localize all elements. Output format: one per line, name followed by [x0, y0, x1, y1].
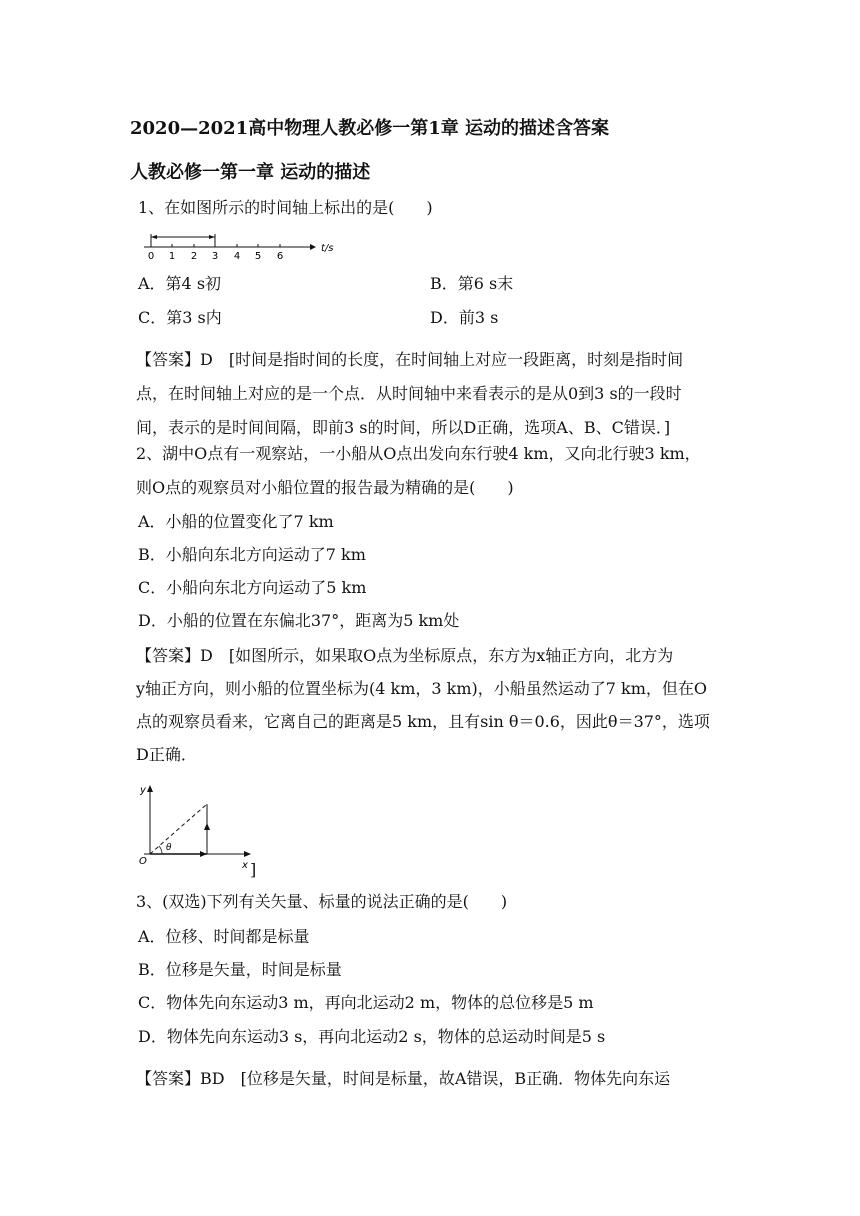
q3-option-b: B．位移是矢量，时间是标量 [138, 960, 342, 979]
axis-tick-labels [148, 251, 283, 262]
chapter-subtitle: 人教必修一第一章 运动的描述 [130, 162, 371, 183]
question-1-stem: 1、在如图所示的时间轴上标出的是( ) [138, 198, 433, 217]
q2-answer-line: 【答案】D [如图所示，如果取O点为坐标原点，东方为x轴正方向，北方为 [136, 646, 674, 665]
question-2-stem: 则O点的观察员对小船位置的报告最为精确的是( ) [136, 478, 514, 497]
y-axis-label: y [140, 785, 146, 796]
q2-option-c: C．小船向东北方向运动了5 km [138, 578, 367, 597]
coordinate-figure [136, 780, 266, 880]
tick-label: 4 [233, 251, 241, 262]
time-axis-figure [138, 226, 338, 262]
tick-label: 0 [147, 251, 155, 262]
tick-label: 5 [254, 251, 262, 262]
q1-option-a: A．第4 s初 [138, 274, 222, 293]
q3-option-a: A．位移、时间都是标量 [138, 927, 310, 946]
q1-option-b: B．第6 s末 [430, 274, 514, 293]
q2-option-d: D．小船的位置在东偏北37°，距离为5 km处 [138, 611, 460, 630]
question-2-stem: 2、湖中O点有一观察站，一小船从O点出发向东行驶4 km，又向北行驶3 km， [136, 444, 701, 463]
origin-label: O [139, 856, 147, 867]
angle-label: θ [166, 843, 172, 853]
q3-answer-line: 【答案】BD [位移是矢量，时间是标量，故A错误，B正确．物体先向东运 [136, 1069, 671, 1088]
q2-answer-closing-bracket: ] [250, 860, 257, 879]
q3-option-d: D．物体先向东运动3 s，再向北运动2 s，物体的总运动时间是5 s [138, 1027, 606, 1046]
q3-option-c: C．物体先向东运动3 m，再向北运动2 m，物体的总位移是5 m [138, 993, 594, 1012]
q2-answer-line: D正确． [136, 745, 197, 764]
q2-option-a: A．小船的位置变化了7 km [138, 512, 334, 531]
question-3-stem: 3、(双选)下列有关矢量、标量的说法正确的是( ) [136, 892, 508, 911]
q1-option-d: D．前3 s [430, 308, 499, 327]
q1-option-c: C．第3 s内 [138, 308, 222, 327]
q2-option-b: B．小船向东北方向运动了7 km [138, 545, 366, 564]
q1-answer-line: 间，表示的是时间间隔，即前3 s的时间，所以D正确，选项A、B、C错误．] [136, 418, 671, 437]
q1-answer-line: 【答案】D [时间是指时间的长度，在时间轴上对应一段距离，时刻是指时间 [136, 350, 684, 369]
tick-label: 2 [190, 251, 198, 262]
tick-label: 1 [168, 251, 176, 262]
document-title: 2020—2021高中物理人教必修一第1章 运动的描述含答案 [130, 118, 609, 139]
q2-answer-line: y轴正方向，则小船的位置坐标为(4 km，3 km)，小船虽然运动了7 km，但在O [136, 679, 708, 698]
q2-answer-line: 点的观察员看来，它离自己的距离是5 km，且有sin θ＝0.6，因此θ＝37°，选项 [136, 712, 710, 731]
q1-answer-line: 点，在时间轴上对应的是一个点．从时间轴中来看表示的是从0到3 s的一段时 [136, 384, 682, 403]
tick-label: 3 [211, 251, 219, 262]
x-axis-label: x [242, 860, 248, 871]
tick-label: 6 [276, 251, 284, 262]
axis-label: t/s [321, 243, 334, 254]
